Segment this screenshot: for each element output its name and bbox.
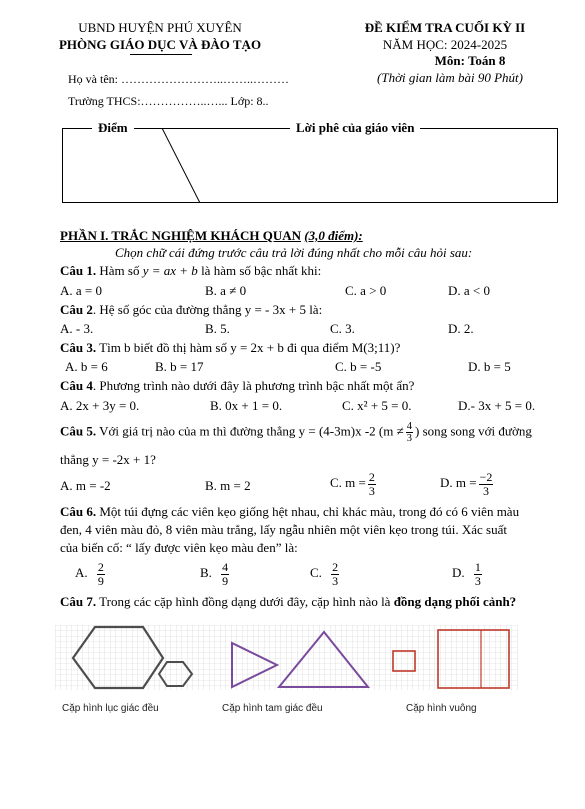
question-2	[60, 302, 322, 318]
q6-option-c[interactable]	[310, 561, 341, 587]
q5-option-c-label: C. m =	[330, 475, 366, 491]
grid-background	[55, 625, 518, 690]
q3-option-b[interactable]: B. b = 17	[155, 359, 204, 374]
q3-option-a[interactable]: A. b = 6	[65, 359, 108, 374]
question-7-bold-text: đồng dạng phối cảnh?	[393, 594, 517, 609]
q6-option-d-letter: D.	[452, 565, 465, 581]
q5-option-b[interactable]: B. m = 2	[205, 478, 251, 493]
caption-triangle-pair: Cặp hình tam giác đều	[222, 703, 323, 714]
q5-option-a[interactable]: A. m = -2	[60, 478, 111, 493]
question-2-text: . Hệ số góc của đường thẳng y = - 3x + 5 là:	[92, 302, 323, 317]
question-3	[60, 340, 400, 356]
q6-option-b-fraction	[221, 561, 229, 587]
part1-points: (3,0 điểm):	[304, 228, 363, 243]
q2-option-b[interactable]: B. 5.	[205, 321, 230, 336]
q6-option-d-fraction	[474, 561, 482, 587]
q5-option-c-den: 3	[368, 483, 375, 498]
header-duration: (Thời gian làm bài 90 Phút)	[377, 70, 523, 85]
question-3-label: Câu 3.	[60, 340, 97, 355]
similar-shapes-figure	[55, 625, 518, 690]
question-4-text: . Phương trình nào dưới đây là phương trình bậc nhất một ẩn?	[92, 378, 415, 393]
q6-option-b-letter: B.	[200, 565, 212, 581]
q6-option-d-den: 3	[474, 573, 481, 588]
caption-hexagon-pair: Cặp hình lục giác đều	[62, 703, 159, 714]
question-6-line2: đen, 4 viên màu đỏ, 8 viên màu trắng, lấy ngẫu nhiên một viên kẹo trong túi. Xác suất	[60, 522, 507, 537]
header-underline	[130, 54, 192, 55]
q3-option-c[interactable]: C. b = -5	[335, 359, 382, 374]
question-1	[60, 263, 321, 279]
q6-option-b-den: 9	[222, 573, 229, 588]
question-5-frac-num: 4	[406, 421, 412, 432]
q2-option-a[interactable]: A. - 3.	[60, 321, 94, 336]
q5-option-d-num: −2	[479, 470, 493, 484]
question-5-text: Với giá trị nào của m thì đường thẳng y = (4-3m)x -2 (m ≠	[99, 423, 404, 439]
question-6-line3: của biến cố: “ lấy được viên kẹo màu đen” là:	[60, 540, 298, 555]
header-right-line2: NĂM HỌC: 2024-2025	[382, 37, 508, 52]
question-2-label: Câu 2	[60, 302, 93, 317]
q6-option-c-num: 2	[332, 560, 339, 574]
question-6	[60, 504, 519, 520]
q5-option-c-num: 2	[368, 470, 375, 484]
question-4	[60, 378, 414, 394]
question-7-label: Câu 7.	[60, 594, 97, 609]
q1-option-b[interactable]: B. a ≠ 0	[205, 283, 247, 298]
q6-option-d-num: 1	[474, 560, 481, 574]
q1-option-d[interactable]: D. a < 0	[448, 283, 490, 298]
header-left-line2: PHÒNG GIÁO DỤC VÀ ĐÀO TẠO	[58, 37, 262, 52]
question-5-label: Câu 5.	[60, 423, 97, 439]
q6-option-b[interactable]	[200, 561, 231, 587]
school-class-field: Trường THCS:……………..…... Lớp: 8..	[68, 94, 269, 108]
q5-option-d-den: 3	[482, 483, 489, 498]
part1-instruction: Chọn chữ cái đứng trước câu trả lời đúng nhất cho mỗi câu hỏi sau:	[115, 245, 473, 260]
q6-option-b-num: 4	[222, 560, 229, 574]
q3-option-d[interactable]: D. b = 5	[468, 359, 511, 374]
question-1-text-end: là hàm số bậc nhất khi:	[201, 263, 322, 278]
q6-option-a[interactable]	[75, 561, 107, 587]
q5-option-d[interactable]	[440, 471, 495, 497]
teacher-comment-label: Lời phê của giáo viên	[290, 120, 420, 136]
question-7-text: Trong các cặp hình đồng dạng dưới đây, cặp hình nào là	[99, 594, 391, 609]
q1-option-a[interactable]: A. a = 0	[60, 283, 102, 298]
question-5-frac-den: 3	[406, 433, 412, 445]
part1-heading	[60, 228, 363, 244]
question-1-formula: y = ax + b	[142, 263, 198, 278]
header-subject: Môn: Toán 8	[434, 53, 506, 68]
header-right-line1: ĐỀ KIỂM TRA CUỐI KỲ II	[364, 20, 526, 35]
question-1-text: Hàm số	[99, 263, 140, 278]
question-1-label: Câu 1.	[60, 263, 97, 278]
q6-option-a-den: 9	[97, 573, 104, 588]
q6-option-a-letter: A.	[75, 565, 88, 581]
q1-option-c[interactable]: C. a > 0	[345, 283, 387, 298]
score-divider	[62, 128, 202, 203]
q6-option-c-den: 3	[332, 573, 339, 588]
q5-option-d-label: D. m =	[440, 475, 477, 491]
score-label: Điểm	[92, 120, 134, 136]
q2-option-d[interactable]: D. 2.	[448, 321, 474, 336]
q5-option-c[interactable]	[330, 471, 378, 497]
question-7	[60, 594, 516, 610]
q2-option-c[interactable]: C. 3.	[330, 321, 355, 336]
q6-option-d[interactable]	[452, 561, 484, 587]
q6-option-c-fraction	[331, 561, 339, 587]
question-5-text-end: ) song song với đường	[414, 423, 532, 439]
q6-option-c-letter: C.	[310, 565, 322, 581]
q4-option-a[interactable]: A. 2x + 3y = 0.	[60, 398, 140, 413]
part1-title: PHẦN I. TRẮC NGHIỆM KHÁCH QUAN	[60, 228, 301, 243]
q6-option-a-fraction	[97, 561, 105, 587]
student-name-field: Họ và tên: ……………………..……..………	[68, 72, 289, 86]
q4-option-c[interactable]: C. x² + 5 = 0.	[342, 398, 412, 413]
question-6-label: Câu 6.	[60, 504, 97, 519]
question-6-line1: Một túi đựng các viên kẹo giống hệt nhau, chỉ khác màu, trong đó có 6 viên màu	[99, 504, 520, 519]
question-5-line2: thẳng y = -2x + 1?	[60, 452, 156, 467]
question-3-text: Tìm b biết đồ thị hàm số y = 2x + b đi qua điểm M(3;11)?	[99, 340, 401, 355]
q4-option-b[interactable]: B. 0x + 1 = 0.	[210, 398, 283, 413]
q4-option-d[interactable]: D.- 3x + 5 = 0.	[458, 398, 536, 413]
caption-square-pair: Cặp hình vuông	[406, 703, 477, 714]
q5-option-d-fraction	[479, 471, 494, 497]
question-5-fraction	[406, 421, 413, 444]
q6-option-a-num: 2	[97, 560, 104, 574]
question-4-label: Câu 4	[60, 378, 93, 393]
q5-option-c-fraction	[368, 471, 376, 497]
question-5	[60, 421, 532, 444]
header-left-line1: UBND HUYỆN PHÚ XUYÊN	[78, 20, 242, 35]
